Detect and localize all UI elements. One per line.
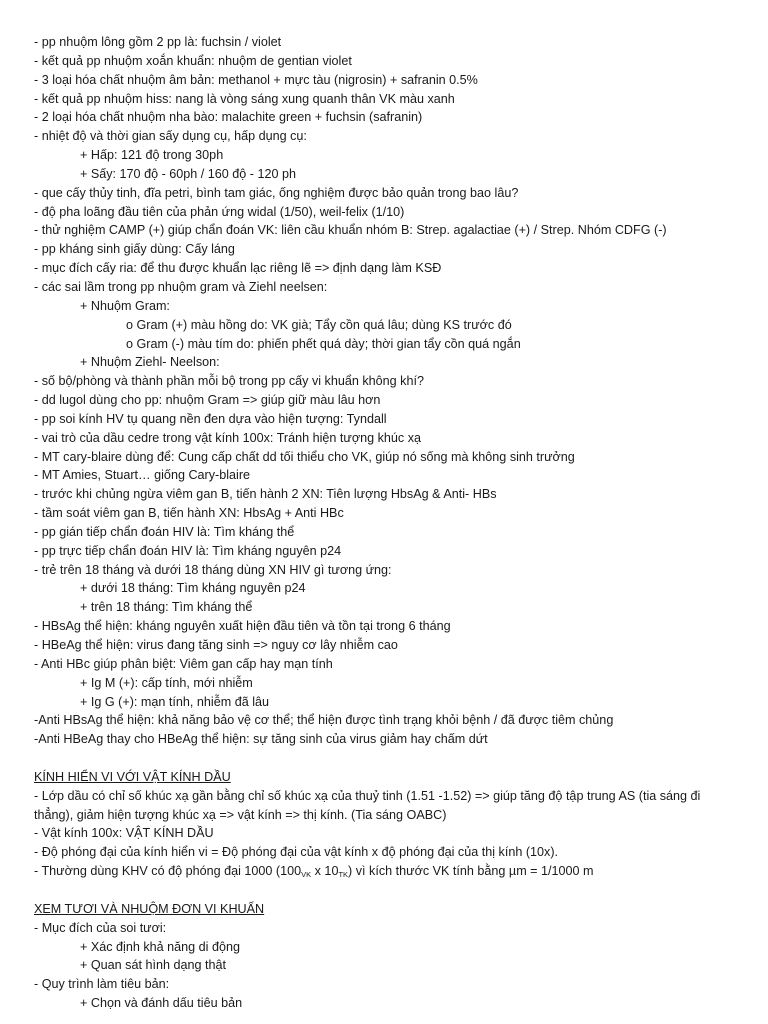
text-line-magnification xyxy=(0,862,768,881)
text-line: + Nhuộm Ziehl- Neelson: xyxy=(80,355,220,370)
text-line: - 3 loại hóa chất nhuộm âm bản: methanol + mực tàu (nigrosin) + safranin 0.5% xyxy=(34,72,478,87)
text-line: + Xác định khả năng di động xyxy=(80,939,240,954)
text-fragment: ) vì kích thước VK tính bằng µm = 1/1000 m xyxy=(348,864,594,879)
text-line: - Mục đích của soi tươi: xyxy=(34,920,167,935)
text-line: - nhiệt độ và thời gian sấy dụng cụ, hấp dụng cụ: xyxy=(34,129,307,144)
section-heading-wet-mount: XEM TƯƠI VÀ NHUỘM ĐƠN VI KHUẨN xyxy=(34,901,265,916)
text-line: + Nhuộm Gram: xyxy=(80,298,170,313)
text-line: o Gram (-) màu tím do: phiến phết quá dày; thời gian tẩy cồn quá ngắn xyxy=(126,336,521,351)
text-line: - pp soi kính HV tụ quang nền đen dựa vào hiện tượng: Tyndall xyxy=(34,411,387,426)
text-fragment: x 10 xyxy=(311,864,339,879)
text-line: - MT cary-blaire dùng để: Cung cấp chất dd tối thiểu cho VK, giúp nó sống mà không sinh trưởng xyxy=(34,449,575,464)
text-line: - trẻ trên 18 tháng và dưới 18 tháng dùng XN HIV gì tương ứng: xyxy=(34,562,392,577)
text-line: - mục đích cấy ria: để thu được khuẩn lạc riêng lẽ => định dạng làm KSĐ xyxy=(34,261,442,276)
text-line: - trước khi chủng ngừa viêm gan B, tiến hành 2 XN: Tiên lượng HbsAg & Anti- HBs xyxy=(34,487,497,502)
subscript-eyepiece: TK xyxy=(338,870,349,880)
text-line: + Ig M (+): cấp tính, mới nhiễm xyxy=(80,675,253,690)
text-line: - 2 loại hóa chất nhuộm nha bào: malachite green + fuchsin (safranin) xyxy=(34,110,423,125)
text-line: + Hấp: 121 độ trong 30ph xyxy=(80,148,224,163)
text-line: - MT Amies, Stuart… giống Cary-blaire xyxy=(34,468,251,483)
text-line: - pp trực tiếp chẩn đoán HIV là: Tìm kháng nguyên p24 xyxy=(34,543,342,558)
text-line: + Sấy: 170 độ - 60ph / 160 độ - 120 ph xyxy=(80,166,297,181)
text-line: - độ pha loãng đầu tiên của phản ứng widal (1/50), weil-felix (1/10) xyxy=(34,204,405,219)
text-line: - kết quả pp nhuộm xoắn khuẩn: nhuộm de gentian violet xyxy=(34,53,352,68)
text-line: + Ig G (+): mạn tính, nhiễm đã lâu xyxy=(80,694,270,709)
text-line: - vai trò của dầu cedre trong vật kính 100x: Tránh hiện tượng khúc xạ xyxy=(34,430,422,445)
text-line: + Quan sát hình dạng thật xyxy=(80,958,226,973)
text-line: - que cấy thủy tinh, đĩa petri, bình tam giác, ống nghiệm được bảo quản trong bao lâu? xyxy=(34,185,519,200)
text-line: - Vật kính 100x: VẬT KÍNH DẦU xyxy=(34,826,214,841)
text-line: - pp kháng sinh giấy dùng: Cấy láng xyxy=(34,242,235,257)
text-fragment: - Thường dùng KHV có độ phóng đại 1000 (100 xyxy=(34,864,302,879)
text-line: o Gram (+) màu hồng do: VK già; Tẩy cồn quá lâu; dùng KS trước đó xyxy=(126,317,512,332)
text-line: - HBsAg thể hiện: kháng nguyên xuất hiện đầu tiên và tồn tại trong 6 tháng xyxy=(34,619,451,634)
text-line: - Độ phóng đại của kính hiển vi = Độ phóng đại của vật kính x độ phóng đại của thị kính (10x). xyxy=(34,845,559,860)
section-heading-oil-immersion: KÍNH HIỂN VI VỚI VẬT KÍNH DẦU xyxy=(34,769,231,784)
text-line: + dưới 18 tháng: Tìm kháng nguyên p24 xyxy=(80,581,306,596)
text-line: - pp nhuộm lông gồm 2 pp là: fuchsin / violet xyxy=(34,35,282,49)
text-line: - số bộ/phòng và thành phần mỗi bộ trong pp cấy vi khuẩn không khí? xyxy=(34,374,424,389)
text-line: - HBeAg thể hiện: virus đang tăng sinh => nguy cơ lây nhiễm cao xyxy=(34,638,398,652)
text-line: + Chọn và đánh dấu tiêu bản xyxy=(80,996,243,1011)
text-line: - dd lugol dùng cho pp: nhuộm Gram => giúp giữ màu lâu hơn xyxy=(34,393,381,408)
text-line: + trên 18 tháng: Tìm kháng thể xyxy=(80,600,253,615)
text-line: - Anti HBc giúp phân biệt: Viêm gan cấp hay mạn tính xyxy=(34,656,333,671)
text-line: - tầm soát viêm gan B, tiến hành XN: HbsAg + Anti HBc xyxy=(34,506,344,521)
text-paragraph: - Lớp dầu có chỉ số khúc xạ gần bằng chỉ số khúc xạ của thuỷ tinh (1.51 -1.52) => giúp tăng độ tập trung AS (tia sáng đi thẳng), giảm hiện tượng khúc xạ => vật kính => thị kính. (Tia sáng OABC) xyxy=(34,788,701,822)
text-line: - các sai lầm trong pp nhuộm gram và Ziehl neelsen: xyxy=(34,279,328,294)
text-line: - Quy trình làm tiêu bản: xyxy=(34,977,170,992)
subscript-objective: VK xyxy=(301,870,312,880)
text-line: - thử nghiệm CAMP (+) giúp chẩn đoán VK: liên cầu khuẩn nhóm B: Strep. agalactiae (+) / Strep. Nhóm CDFG (-) xyxy=(34,223,667,238)
text-line: -Anti HBsAg thể hiện: khả năng bảo vệ cơ thể; thể hiện được tình trạng khỏi bệnh / đã được tiêm chủng xyxy=(34,713,614,728)
text-line: -Anti HBeAg thay cho HBeAg thể hiện: sự tăng sinh của virus giảm hay chấm dứt xyxy=(34,732,488,747)
text-line: - kết quả pp nhuộm hiss: nang là vòng sáng xung quanh thân VK màu xanh xyxy=(34,91,455,106)
text-line: - pp gián tiếp chẩn đoán HIV là: Tìm kháng thể xyxy=(34,524,295,539)
